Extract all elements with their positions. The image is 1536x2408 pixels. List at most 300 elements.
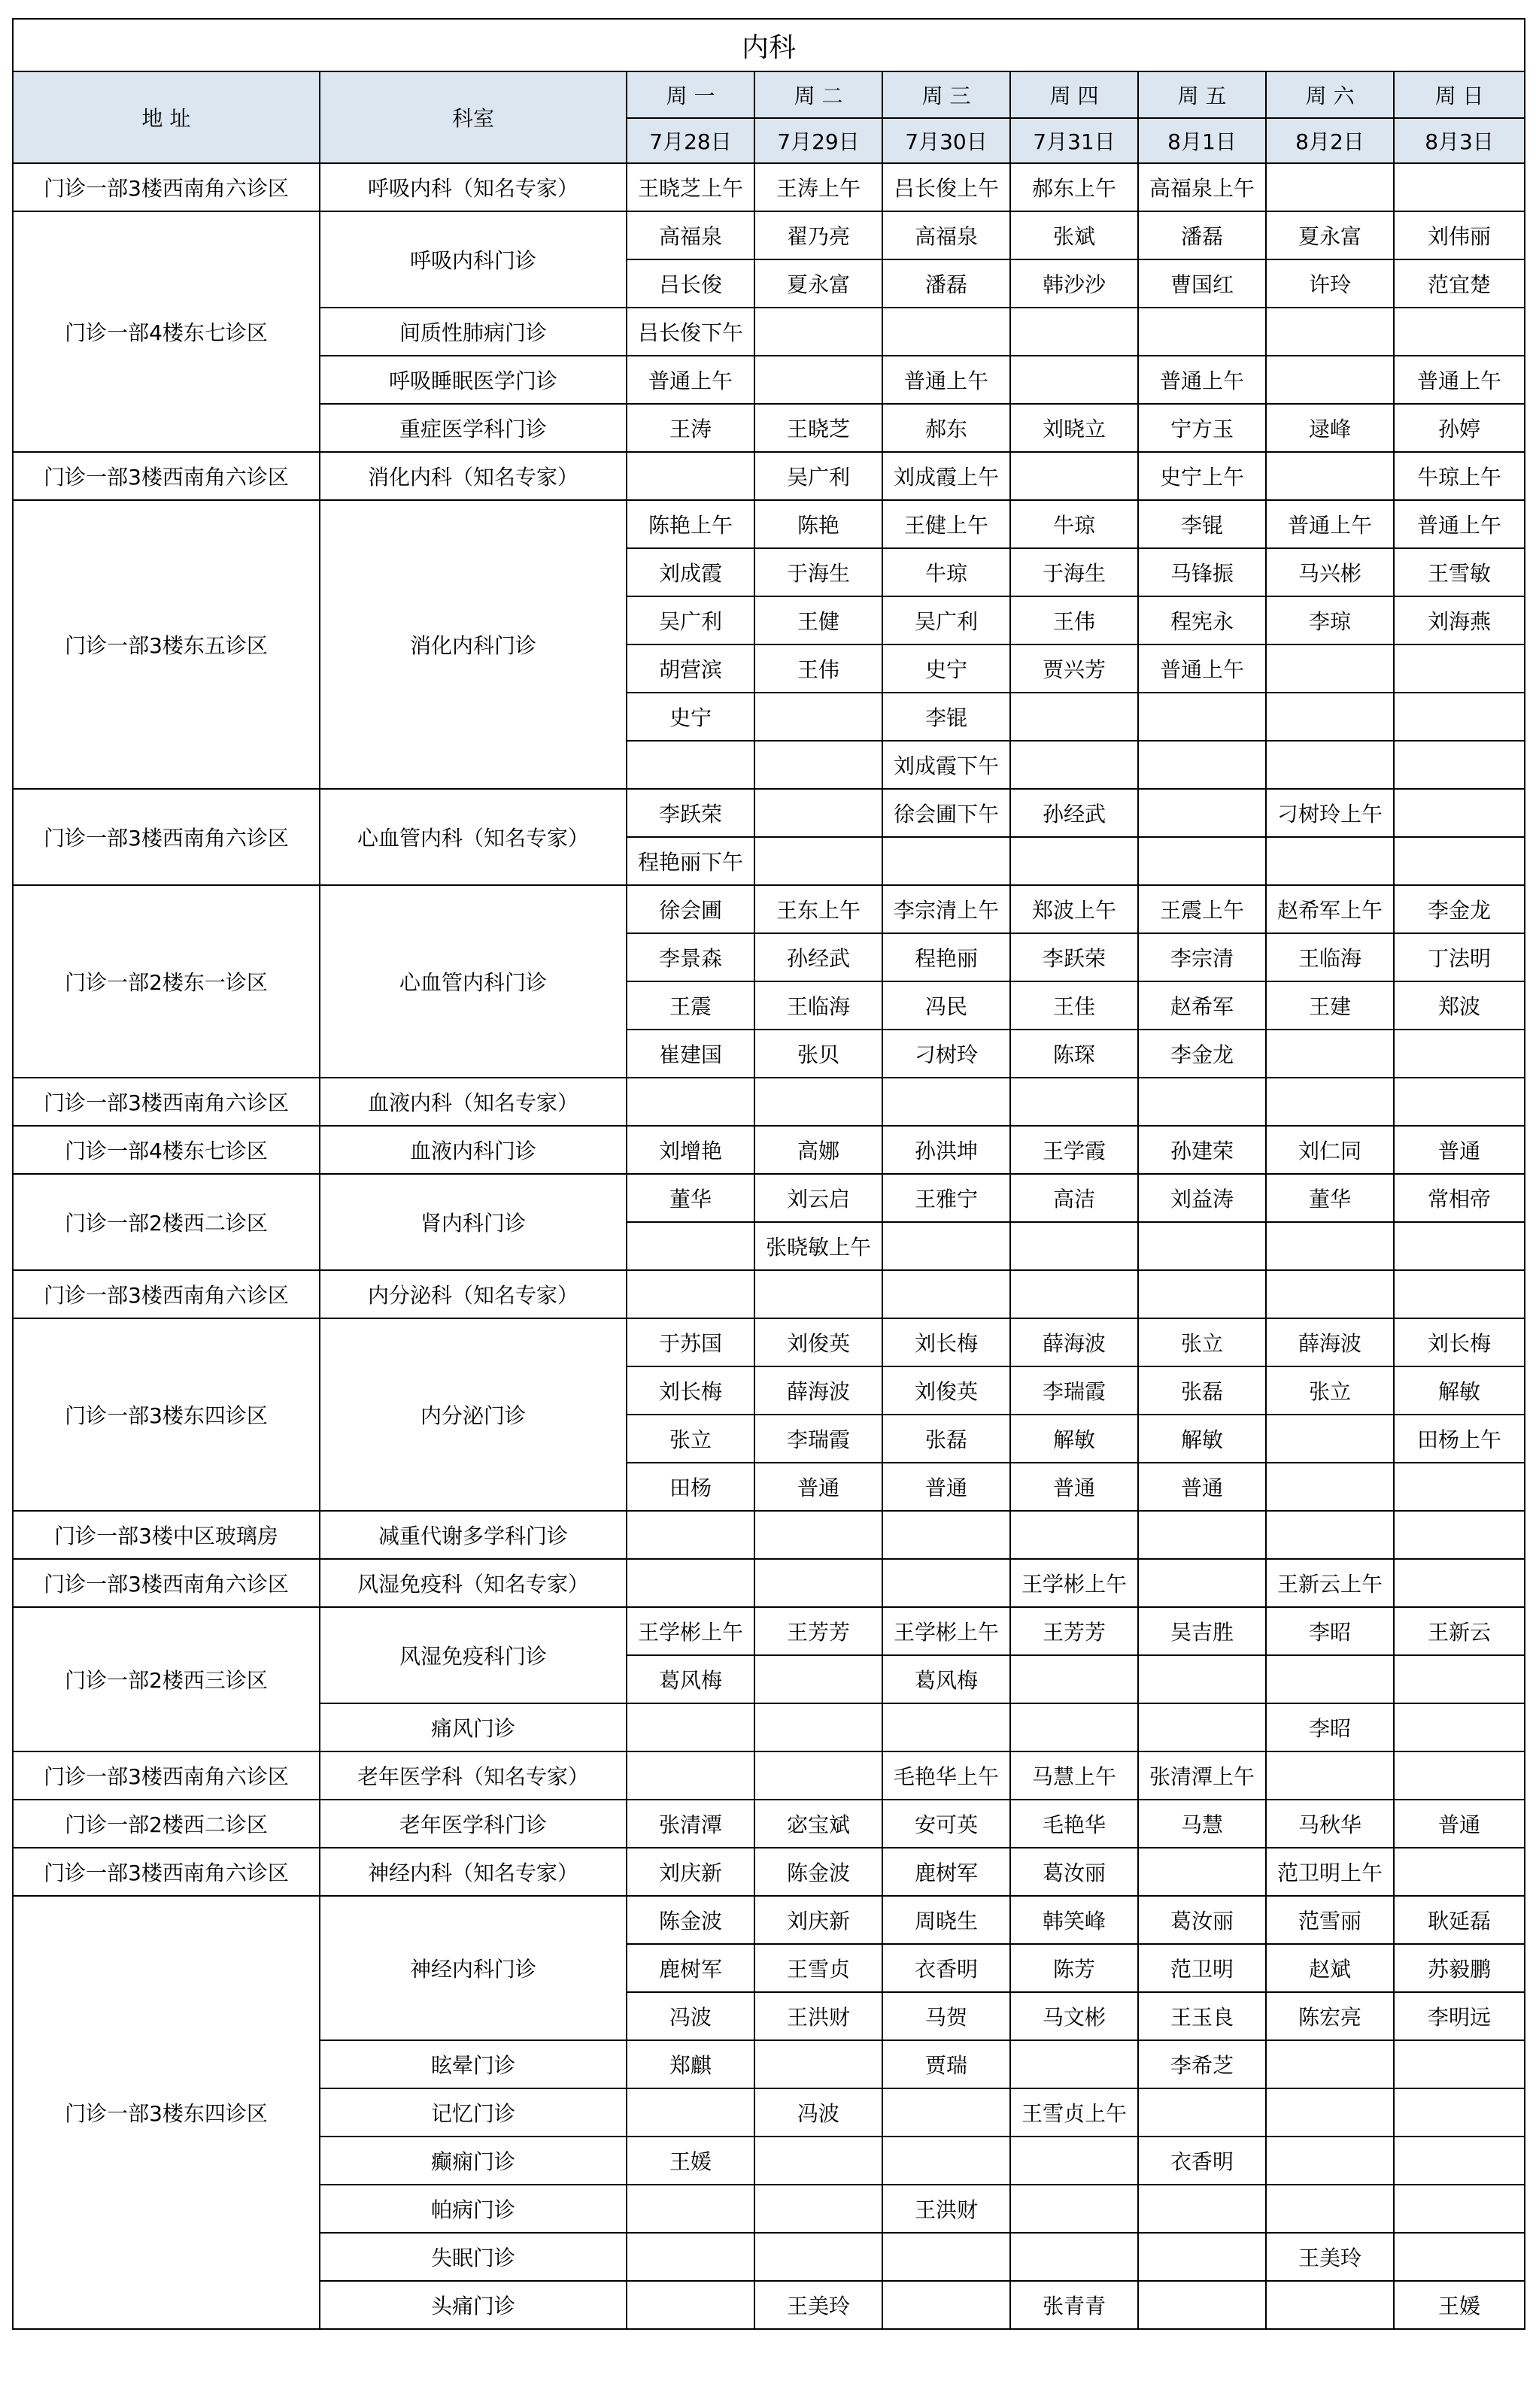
doctor-cell bbox=[1266, 2281, 1394, 2329]
doctor-cell bbox=[1266, 2040, 1394, 2088]
doctor-cell bbox=[1394, 1463, 1525, 1511]
department-cell: 老年医学科门诊 bbox=[320, 1800, 627, 1848]
department-cell: 内分泌科（知名专家） bbox=[320, 1270, 627, 1318]
doctor-cell: 范卫明 bbox=[1138, 1944, 1266, 1992]
doctor-cell: 刘增艳 bbox=[627, 1126, 754, 1174]
doctor-cell: 郑麒 bbox=[627, 2040, 754, 2088]
doctor-cell bbox=[1138, 1078, 1266, 1126]
weekday-header: 周 六 bbox=[1266, 71, 1394, 118]
doctor-cell: 高福泉 bbox=[627, 211, 754, 259]
doctor-cell: 许玲 bbox=[1266, 259, 1394, 308]
doctor-cell: 李明远 bbox=[1394, 1992, 1525, 2040]
doctor-cell bbox=[1394, 2040, 1525, 2088]
doctor-cell bbox=[754, 1559, 882, 1607]
doctor-cell: 陈琛 bbox=[1010, 1030, 1138, 1078]
location-cell: 门诊一部3楼东五诊区 bbox=[13, 500, 320, 789]
doctor-cell: 赵希军上午 bbox=[1266, 885, 1394, 933]
doctor-cell: 王新云 bbox=[1394, 1607, 1525, 1655]
doctor-cell: 冯波 bbox=[754, 2088, 882, 2137]
doctor-cell bbox=[627, 1559, 754, 1607]
location-cell: 门诊一部2楼东一诊区 bbox=[13, 885, 320, 1078]
doctor-cell: 宁方玉 bbox=[1138, 404, 1266, 452]
doctor-cell bbox=[882, 1078, 1010, 1126]
doctor-cell: 王洪财 bbox=[882, 2185, 1010, 2233]
location-cell: 门诊一部3楼东四诊区 bbox=[13, 1318, 320, 1511]
doctor-cell bbox=[627, 1511, 754, 1559]
doctor-cell bbox=[1010, 356, 1138, 404]
doctor-cell bbox=[1010, 837, 1138, 885]
doctor-cell: 董华 bbox=[1266, 1174, 1394, 1222]
doctor-cell bbox=[754, 1270, 882, 1318]
date-header: 7月30日 bbox=[882, 118, 1010, 163]
doctor-cell: 解敏 bbox=[1394, 1366, 1525, 1415]
weekday-header: 周 日 bbox=[1394, 71, 1525, 118]
doctor-cell: 王涛上午 bbox=[754, 163, 882, 211]
doctor-cell bbox=[1394, 1703, 1525, 1751]
doctor-cell bbox=[1266, 452, 1394, 500]
doctor-cell bbox=[627, 1270, 754, 1318]
doctor-cell bbox=[1394, 1078, 1525, 1126]
doctor-cell bbox=[1010, 308, 1138, 356]
doctor-cell bbox=[627, 2281, 754, 2329]
doctor-cell: 刁树玲上午 bbox=[1266, 789, 1394, 837]
doctor-cell: 韩笑峰 bbox=[1010, 1896, 1138, 1944]
department-cell: 痛风门诊 bbox=[320, 1703, 627, 1751]
doctor-cell: 王佳 bbox=[1010, 981, 1138, 1030]
doctor-cell: 马贺 bbox=[882, 1992, 1010, 2040]
doctor-cell: 韩沙沙 bbox=[1010, 259, 1138, 308]
doctor-cell bbox=[1138, 1655, 1266, 1703]
location-cell: 门诊一部4楼东七诊区 bbox=[13, 1126, 320, 1174]
doctor-cell bbox=[1010, 1511, 1138, 1559]
doctor-cell: 陈艳 bbox=[754, 500, 882, 548]
doctor-cell bbox=[1138, 1270, 1266, 1318]
doctor-cell bbox=[1010, 1078, 1138, 1126]
doctor-cell bbox=[1394, 837, 1525, 885]
doctor-cell: 张青青 bbox=[1010, 2281, 1138, 2329]
doctor-cell bbox=[1010, 1222, 1138, 1270]
doctor-cell bbox=[754, 2040, 882, 2088]
department-cell: 头痛门诊 bbox=[320, 2281, 627, 2329]
doctor-cell: 刘晓立 bbox=[1010, 404, 1138, 452]
doctor-cell: 普通上午 bbox=[627, 356, 754, 404]
doctor-cell bbox=[627, 1751, 754, 1800]
schedule-row bbox=[13, 163, 1525, 211]
doctor-cell bbox=[1266, 308, 1394, 356]
doctor-cell: 贾兴芳 bbox=[1010, 644, 1138, 693]
doctor-cell: 葛风梅 bbox=[627, 1655, 754, 1703]
doctor-cell: 张晓敏上午 bbox=[754, 1222, 882, 1270]
doctor-cell: 孙婷 bbox=[1394, 404, 1525, 452]
schedule-row bbox=[13, 885, 1525, 933]
doctor-cell: 高娜 bbox=[754, 1126, 882, 1174]
doctor-cell: 曹国红 bbox=[1138, 259, 1266, 308]
doctor-cell bbox=[1266, 1511, 1394, 1559]
schedule-row bbox=[13, 1848, 1525, 1896]
doctor-cell bbox=[1266, 837, 1394, 885]
location-cell: 门诊一部2楼西二诊区 bbox=[13, 1174, 320, 1270]
doctor-cell: 普通上午 bbox=[1394, 356, 1525, 404]
doctor-cell: 牛琼上午 bbox=[1394, 452, 1525, 500]
location-cell: 门诊一部4楼东七诊区 bbox=[13, 211, 320, 452]
department-cell: 老年医学科（知名专家） bbox=[320, 1751, 627, 1800]
schedule-row bbox=[13, 500, 1525, 548]
department-cell: 癫痫门诊 bbox=[320, 2137, 627, 2185]
schedule-row bbox=[13, 1751, 1525, 1800]
location-cell: 门诊一部3楼西南角六诊区 bbox=[13, 1270, 320, 1318]
doctor-cell: 普通 bbox=[1010, 1463, 1138, 1511]
doctor-cell bbox=[882, 2137, 1010, 2185]
doctor-cell: 张立 bbox=[627, 1415, 754, 1463]
doctor-cell bbox=[1010, 2185, 1138, 2233]
department-cell: 减重代谢多学科门诊 bbox=[320, 1511, 627, 1559]
doctor-cell: 解敏 bbox=[1010, 1415, 1138, 1463]
doctor-cell bbox=[1010, 693, 1138, 741]
doctor-cell: 贾瑞 bbox=[882, 2040, 1010, 2088]
doctor-cell: 徐会圃 bbox=[627, 885, 754, 933]
doctor-cell bbox=[1138, 2185, 1266, 2233]
schedule-row bbox=[13, 1078, 1525, 1126]
doctor-cell: 马锋振 bbox=[1138, 548, 1266, 596]
doctor-cell: 李瑞霞 bbox=[1010, 1366, 1138, 1415]
department-cell: 消化内科（知名专家） bbox=[320, 452, 627, 500]
doctor-cell bbox=[882, 2281, 1010, 2329]
department-cell: 血液内科门诊 bbox=[320, 1126, 627, 1174]
department-header: 科室 bbox=[320, 71, 627, 163]
doctor-cell bbox=[1010, 1655, 1138, 1703]
doctor-cell bbox=[1138, 837, 1266, 885]
department-cell: 呼吸睡眠医学门诊 bbox=[320, 356, 627, 404]
doctor-cell: 普通上午 bbox=[1266, 500, 1394, 548]
date-header: 7月28日 bbox=[627, 118, 754, 163]
doctor-cell: 吕长俊下午 bbox=[627, 308, 754, 356]
location-cell: 门诊一部3楼西南角六诊区 bbox=[13, 1751, 320, 1800]
page-title: 内科 bbox=[13, 19, 1525, 71]
doctor-cell bbox=[1138, 1703, 1266, 1751]
doctor-cell: 潘磊 bbox=[1138, 211, 1266, 259]
doctor-cell bbox=[1266, 2137, 1394, 2185]
doctor-cell: 马慧上午 bbox=[1010, 1751, 1138, 1800]
doctor-cell: 刘长梅 bbox=[882, 1318, 1010, 1366]
location-cell: 门诊一部3楼中区玻璃房 bbox=[13, 1511, 320, 1559]
doctor-cell: 赵希军 bbox=[1138, 981, 1266, 1030]
doctor-cell: 潘磊 bbox=[882, 259, 1010, 308]
weekday-header: 周 四 bbox=[1010, 71, 1138, 118]
doctor-cell: 逯峰 bbox=[1266, 404, 1394, 452]
doctor-cell: 赵斌 bbox=[1266, 1944, 1394, 1992]
doctor-cell bbox=[1394, 2088, 1525, 2137]
doctor-cell: 毛艳华 bbox=[1010, 1800, 1138, 1848]
location-header: 地 址 bbox=[13, 71, 320, 163]
doctor-cell: 刘庆新 bbox=[627, 1848, 754, 1896]
schedule-row bbox=[13, 1896, 1525, 1944]
location-cell: 门诊一部3楼西南角六诊区 bbox=[13, 163, 320, 211]
doctor-cell: 夏永富 bbox=[754, 259, 882, 308]
doctor-cell: 王媛 bbox=[627, 2137, 754, 2185]
doctor-cell: 刘长梅 bbox=[1394, 1318, 1525, 1366]
doctor-cell: 王玉良 bbox=[1138, 1992, 1266, 2040]
doctor-cell: 王雅宁 bbox=[882, 1174, 1010, 1222]
date-header: 8月3日 bbox=[1394, 118, 1525, 163]
doctor-cell: 葛风梅 bbox=[882, 1655, 1010, 1703]
doctor-cell bbox=[627, 1703, 754, 1751]
doctor-cell: 刘成霞下午 bbox=[882, 741, 1010, 789]
schedule-row bbox=[13, 1126, 1525, 1174]
schedule-row bbox=[13, 1318, 1525, 1366]
doctor-cell: 郝东上午 bbox=[1010, 163, 1138, 211]
department-cell: 眩晕门诊 bbox=[320, 2040, 627, 2088]
doctor-cell bbox=[1394, 1030, 1525, 1078]
doctor-cell bbox=[1266, 1751, 1394, 1800]
doctor-cell bbox=[1010, 1270, 1138, 1318]
doctor-cell: 于海生 bbox=[754, 548, 882, 596]
doctor-cell bbox=[627, 1078, 754, 1126]
doctor-cell bbox=[1010, 1703, 1138, 1751]
doctor-cell: 陈金波 bbox=[627, 1896, 754, 1944]
doctor-cell: 刘庆新 bbox=[754, 1896, 882, 1944]
doctor-cell: 崔建国 bbox=[627, 1030, 754, 1078]
doctor-cell bbox=[627, 452, 754, 500]
doctor-cell: 李锟 bbox=[882, 693, 1010, 741]
doctor-cell: 田杨 bbox=[627, 1463, 754, 1511]
date-header: 7月31日 bbox=[1010, 118, 1138, 163]
doctor-cell bbox=[1266, 1078, 1394, 1126]
doctor-cell: 刘益涛 bbox=[1138, 1174, 1266, 1222]
doctor-cell: 刘俊英 bbox=[882, 1366, 1010, 1415]
doctor-cell bbox=[882, 1270, 1010, 1318]
doctor-cell bbox=[1394, 2137, 1525, 2185]
doctor-cell bbox=[1394, 1270, 1525, 1318]
doctor-cell: 普通上午 bbox=[1394, 500, 1525, 548]
doctor-cell bbox=[882, 2088, 1010, 2137]
doctor-cell bbox=[754, 837, 882, 885]
weekday-header: 周 五 bbox=[1138, 71, 1266, 118]
doctor-cell bbox=[1266, 644, 1394, 693]
doctor-cell bbox=[1266, 1655, 1394, 1703]
department-cell: 间质性肺病门诊 bbox=[320, 308, 627, 356]
doctor-cell bbox=[627, 2233, 754, 2281]
doctor-cell bbox=[1266, 163, 1394, 211]
doctor-cell bbox=[754, 356, 882, 404]
doctor-cell: 史宁 bbox=[882, 644, 1010, 693]
doctor-cell bbox=[1394, 1222, 1525, 1270]
doctor-cell bbox=[754, 789, 882, 837]
location-cell: 门诊一部3楼西南角六诊区 bbox=[13, 1848, 320, 1896]
department-cell: 风湿免疫科门诊 bbox=[320, 1607, 627, 1703]
doctor-cell: 范宜楚 bbox=[1394, 259, 1525, 308]
doctor-cell bbox=[1010, 2040, 1138, 2088]
doctor-cell: 张贝 bbox=[754, 1030, 882, 1078]
doctor-cell: 陈芳 bbox=[1010, 1944, 1138, 1992]
doctor-cell: 吴广利 bbox=[627, 596, 754, 644]
doctor-cell: 张立 bbox=[1266, 1366, 1394, 1415]
doctor-cell bbox=[754, 1703, 882, 1751]
doctor-cell: 薛海波 bbox=[754, 1366, 882, 1415]
doctor-cell bbox=[1138, 789, 1266, 837]
doctor-cell bbox=[754, 1078, 882, 1126]
location-cell: 门诊一部3楼西南角六诊区 bbox=[13, 452, 320, 500]
department-cell: 血液内科（知名专家） bbox=[320, 1078, 627, 1126]
date-header: 8月1日 bbox=[1138, 118, 1266, 163]
doctor-cell: 牛琼 bbox=[882, 548, 1010, 596]
doctor-cell bbox=[754, 2233, 882, 2281]
doctor-cell: 李昭 bbox=[1266, 1607, 1394, 1655]
doctor-cell: 李金龙 bbox=[1138, 1030, 1266, 1078]
location-cell: 门诊一部3楼西南角六诊区 bbox=[13, 789, 320, 885]
doctor-cell: 张斌 bbox=[1010, 211, 1138, 259]
doctor-cell: 衣香明 bbox=[1138, 2137, 1266, 2185]
location-cell: 门诊一部3楼西南角六诊区 bbox=[13, 1559, 320, 1607]
doctor-cell bbox=[1138, 1511, 1266, 1559]
doctor-cell: 普通上午 bbox=[1138, 644, 1266, 693]
location-cell: 门诊一部2楼西二诊区 bbox=[13, 1800, 320, 1848]
doctor-cell: 吴广利 bbox=[754, 452, 882, 500]
doctor-cell: 王芳芳 bbox=[1010, 1607, 1138, 1655]
department-cell: 神经内科门诊 bbox=[320, 1896, 627, 2040]
doctor-cell bbox=[1266, 2088, 1394, 2137]
schedule-row bbox=[13, 1511, 1525, 1559]
doctor-cell: 于苏国 bbox=[627, 1318, 754, 1366]
doctor-cell: 安可英 bbox=[882, 1800, 1010, 1848]
doctor-cell: 解敏 bbox=[1138, 1415, 1266, 1463]
doctor-cell: 张立 bbox=[1138, 1318, 1266, 1366]
doctor-cell: 马慧 bbox=[1138, 1800, 1266, 1848]
location-cell: 门诊一部2楼西三诊区 bbox=[13, 1607, 320, 1751]
doctor-cell: 李跃荣 bbox=[627, 789, 754, 837]
doctor-cell: 薛海波 bbox=[1010, 1318, 1138, 1366]
schedule-sheet bbox=[12, 18, 1524, 2330]
doctor-cell bbox=[1266, 1222, 1394, 1270]
department-cell: 呼吸内科门诊 bbox=[320, 211, 627, 308]
doctor-cell bbox=[1266, 2185, 1394, 2233]
doctor-cell: 刘成霞 bbox=[627, 548, 754, 596]
doctor-cell: 李宗清上午 bbox=[882, 885, 1010, 933]
schedule-row bbox=[13, 1607, 1525, 1655]
doctor-cell: 薛海波 bbox=[1266, 1318, 1394, 1366]
doctor-cell: 程宪永 bbox=[1138, 596, 1266, 644]
department-cell: 内分泌门诊 bbox=[320, 1318, 627, 1511]
doctor-cell bbox=[1138, 1559, 1266, 1607]
doctor-cell bbox=[1266, 1030, 1394, 1078]
doctor-cell: 王震上午 bbox=[1138, 885, 1266, 933]
schedule-row bbox=[13, 452, 1525, 500]
doctor-cell: 普通上午 bbox=[1138, 356, 1266, 404]
doctor-cell: 陈艳上午 bbox=[627, 500, 754, 548]
doctor-cell bbox=[754, 2137, 882, 2185]
doctor-cell bbox=[1394, 693, 1525, 741]
doctor-cell: 刘伟丽 bbox=[1394, 211, 1525, 259]
doctor-cell: 冯民 bbox=[882, 981, 1010, 1030]
doctor-cell: 程艳丽 bbox=[882, 933, 1010, 981]
doctor-cell bbox=[1138, 1222, 1266, 1270]
department-cell: 失眠门诊 bbox=[320, 2233, 627, 2281]
doctor-cell: 丁法明 bbox=[1394, 933, 1525, 981]
schedule-row bbox=[13, 1270, 1525, 1318]
doctor-cell bbox=[1138, 741, 1266, 789]
department-cell: 心血管内科（知名专家） bbox=[320, 789, 627, 885]
doctor-cell: 刁树玲 bbox=[882, 1030, 1010, 1078]
doctor-cell: 王临海 bbox=[1266, 933, 1394, 981]
doctor-cell bbox=[754, 693, 882, 741]
doctor-cell: 孙经武 bbox=[1010, 789, 1138, 837]
department-cell: 记忆门诊 bbox=[320, 2088, 627, 2137]
doctor-cell bbox=[1394, 644, 1525, 693]
doctor-cell bbox=[754, 1511, 882, 1559]
doctor-cell bbox=[1138, 308, 1266, 356]
doctor-cell: 王媛 bbox=[1394, 2281, 1525, 2329]
doctor-cell bbox=[882, 1511, 1010, 1559]
doctor-cell: 李金龙 bbox=[1394, 885, 1525, 933]
doctor-cell: 周晓生 bbox=[882, 1896, 1010, 1944]
doctor-cell: 刘云启 bbox=[754, 1174, 882, 1222]
doctor-cell: 夏永富 bbox=[1266, 211, 1394, 259]
doctor-cell: 吴吉胜 bbox=[1138, 1607, 1266, 1655]
doctor-cell: 陈金波 bbox=[754, 1848, 882, 1896]
doctor-cell: 高福泉上午 bbox=[1138, 163, 1266, 211]
doctor-cell bbox=[754, 1751, 882, 1800]
doctor-cell: 李宗清 bbox=[1138, 933, 1266, 981]
schedule-row bbox=[13, 1800, 1525, 1848]
department-cell: 消化内科门诊 bbox=[320, 500, 627, 789]
doctor-cell: 普通 bbox=[1394, 1126, 1525, 1174]
doctor-cell: 王震 bbox=[627, 981, 754, 1030]
doctor-cell: 毛艳华上午 bbox=[882, 1751, 1010, 1800]
doctor-cell: 葛汝丽 bbox=[1010, 1848, 1138, 1896]
doctor-cell: 刘长梅 bbox=[627, 1366, 754, 1415]
doctor-cell: 普通 bbox=[1394, 1800, 1525, 1848]
date-header: 8月2日 bbox=[1266, 118, 1394, 163]
schedule-row bbox=[13, 1174, 1525, 1222]
doctor-cell bbox=[1010, 2137, 1138, 2185]
doctor-cell bbox=[754, 308, 882, 356]
doctor-cell: 王学彬上午 bbox=[882, 1607, 1010, 1655]
doctor-cell: 王伟 bbox=[1010, 596, 1138, 644]
doctor-cell: 郑波上午 bbox=[1010, 885, 1138, 933]
doctor-cell: 李锟 bbox=[1138, 500, 1266, 548]
doctor-cell: 张磊 bbox=[882, 1415, 1010, 1463]
doctor-cell: 孙建荣 bbox=[1138, 1126, 1266, 1174]
doctor-cell: 衣香明 bbox=[882, 1944, 1010, 1992]
doctor-cell: 刘俊英 bbox=[754, 1318, 882, 1366]
doctor-cell: 程艳丽下午 bbox=[627, 837, 754, 885]
doctor-cell bbox=[754, 1655, 882, 1703]
doctor-cell: 郑波 bbox=[1394, 981, 1525, 1030]
doctor-cell: 王美玲 bbox=[754, 2281, 882, 2329]
doctor-cell bbox=[1394, 741, 1525, 789]
doctor-cell: 吕长俊 bbox=[627, 259, 754, 308]
doctor-cell: 范雪丽 bbox=[1266, 1896, 1394, 1944]
doctor-cell bbox=[1394, 308, 1525, 356]
doctor-cell: 李琼 bbox=[1266, 596, 1394, 644]
doctor-cell: 王伟 bbox=[754, 644, 882, 693]
doctor-cell: 王雪敏 bbox=[1394, 548, 1525, 596]
doctor-cell: 范卫明上午 bbox=[1266, 1848, 1394, 1896]
doctor-cell: 普通上午 bbox=[882, 356, 1010, 404]
doctor-cell: 李跃荣 bbox=[1010, 933, 1138, 981]
doctor-cell: 王东上午 bbox=[754, 885, 882, 933]
doctor-cell bbox=[1394, 1848, 1525, 1896]
department-cell: 神经内科（知名专家） bbox=[320, 1848, 627, 1896]
doctor-cell bbox=[1266, 1463, 1394, 1511]
doctor-cell: 鹿树军 bbox=[627, 1944, 754, 1992]
doctor-cell: 郝东 bbox=[882, 404, 1010, 452]
doctor-cell: 于海生 bbox=[1010, 548, 1138, 596]
location-cell: 门诊一部3楼西南角六诊区 bbox=[13, 1078, 320, 1126]
doctor-cell: 王晓芝上午 bbox=[627, 163, 754, 211]
department-cell: 心血管内科门诊 bbox=[320, 885, 627, 1078]
doctor-cell: 孙洪坤 bbox=[882, 1126, 1010, 1174]
department-cell: 呼吸内科（知名专家） bbox=[320, 163, 627, 211]
